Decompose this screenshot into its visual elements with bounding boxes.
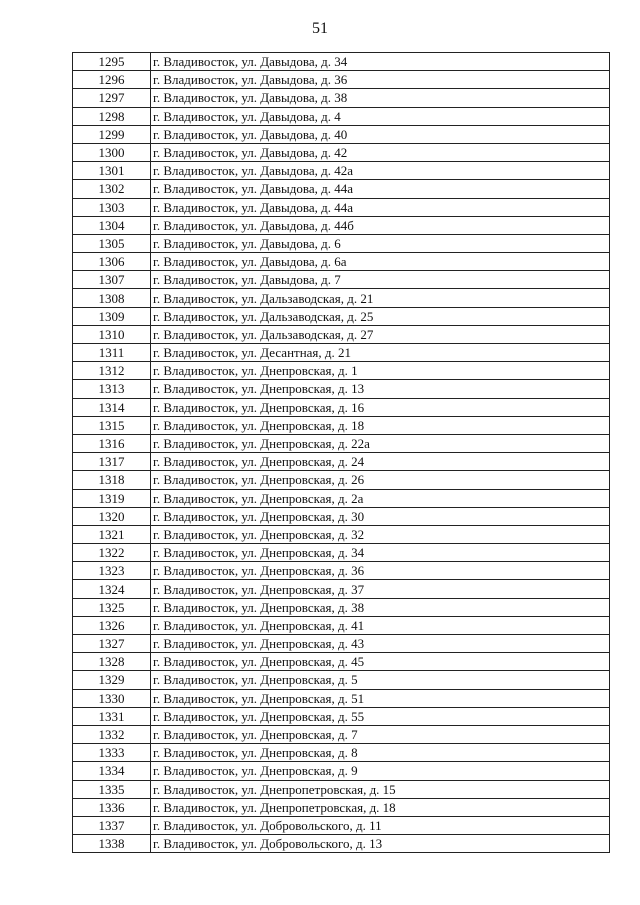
row-address: г. Владивосток, ул. Давыдова, д. 40 [151,125,610,143]
row-number: 1337 [73,816,151,834]
row-address: г. Владивосток, ул. Десантная, д. 21 [151,344,610,362]
table-row [73,598,610,616]
row-address: г. Владивосток, ул. Давыдова, д. 44а [151,198,610,216]
row-address: г. Владивосток, ул. Днепровская, д. 43 [151,635,610,653]
row-address: г. Владивосток, ул. Давыдова, д. 44а [151,180,610,198]
row-number: 1307 [73,271,151,289]
table-row [73,289,610,307]
table-row [73,434,610,452]
table-row [73,489,610,507]
table-row [73,53,610,71]
row-address: г. Владивосток, ул. Давыдова, д. 7 [151,271,610,289]
row-number: 1315 [73,416,151,434]
table-row [73,525,610,543]
row-address: г. Владивосток, ул. Дальзаводская, д. 27 [151,325,610,343]
table-row [73,744,610,762]
row-address: г. Владивосток, ул. Давыдова, д. 4 [151,107,610,125]
row-number: 1324 [73,580,151,598]
table-row [73,234,610,252]
row-number: 1338 [73,835,151,853]
row-number: 1297 [73,89,151,107]
table-row [73,725,610,743]
row-address: г. Владивосток, ул. Дальзаводская, д. 21 [151,289,610,307]
row-number: 1328 [73,653,151,671]
row-address: г. Владивосток, ул. Днепровская, д. 51 [151,689,610,707]
table-row [73,325,610,343]
table-row [73,180,610,198]
table-row [73,362,610,380]
row-address: г. Владивосток, ул. Днепровская, д. 7 [151,725,610,743]
row-address: г. Владивосток, ул. Днепровская, д. 16 [151,398,610,416]
row-address: г. Владивосток, ул. Днепровская, д. 24 [151,453,610,471]
row-number: 1318 [73,471,151,489]
row-address: г. Владивосток, ул. Днепровская, д. 18 [151,416,610,434]
row-address: г. Владивосток, ул. Давыдова, д. 6 [151,234,610,252]
row-number: 1322 [73,544,151,562]
table-row [73,307,610,325]
row-address: г. Владивосток, ул. Давыдова, д. 36 [151,71,610,89]
row-number: 1317 [73,453,151,471]
row-address: г. Владивосток, ул. Днепровская, д. 13 [151,380,610,398]
row-number: 1321 [73,525,151,543]
row-address: г. Владивосток, ул. Днепровская, д. 1 [151,362,610,380]
row-address: г. Владивосток, ул. Давыдова, д. 44б [151,216,610,234]
row-number: 1334 [73,762,151,780]
row-number: 1301 [73,162,151,180]
row-address: г. Владивосток, ул. Днепровская, д. 8 [151,744,610,762]
row-number: 1314 [73,398,151,416]
table-row [73,544,610,562]
row-address: г. Владивосток, ул. Днепровская, д. 9 [151,762,610,780]
row-address: г. Владивосток, ул. Днепровская, д. 30 [151,507,610,525]
table-row [73,835,610,853]
table-row [73,471,610,489]
row-address: г. Владивосток, ул. Днепровская, д. 26 [151,471,610,489]
page-number: 51 [312,20,328,37]
row-number: 1295 [73,53,151,71]
row-number: 1330 [73,689,151,707]
row-number: 1311 [73,344,151,362]
row-address: г. Владивосток, ул. Днепровская, д. 45 [151,653,610,671]
table-row [73,271,610,289]
row-number: 1329 [73,671,151,689]
table-row [73,143,610,161]
row-number: 1296 [73,71,151,89]
table-row [73,380,610,398]
table-row [73,780,610,798]
row-number: 1319 [73,489,151,507]
table-row [73,616,610,634]
row-number: 1302 [73,180,151,198]
row-number: 1306 [73,253,151,271]
row-number: 1310 [73,325,151,343]
table-row [73,162,610,180]
address-table [72,52,610,853]
row-address: г. Владивосток, ул. Днепровская, д. 32 [151,525,610,543]
address-table-body [73,53,610,853]
table-row [73,671,610,689]
row-number: 1331 [73,707,151,725]
table-row [73,107,610,125]
table-row [73,707,610,725]
row-number: 1333 [73,744,151,762]
row-address: г. Владивосток, ул. Днепропетровская, д. 15 [151,780,610,798]
row-address: г. Владивосток, ул. Днепровская, д. 22а [151,434,610,452]
row-address: г. Владивосток, ул. Днепровская, д. 5 [151,671,610,689]
row-address: г. Владивосток, ул. Днепровская, д. 2а [151,489,610,507]
row-number: 1298 [73,107,151,125]
row-address: г. Владивосток, ул. Днепровская, д. 34 [151,544,610,562]
table-row [73,398,610,416]
row-number: 1332 [73,725,151,743]
table-row [73,689,610,707]
table-row [73,762,610,780]
table-row [73,635,610,653]
table-row [73,507,610,525]
table-row [73,562,610,580]
row-address: г. Владивосток, ул. Давыдова, д. 34 [151,53,610,71]
table-row [73,416,610,434]
row-address: г. Владивосток, ул. Днепровская, д. 36 [151,562,610,580]
row-number: 1335 [73,780,151,798]
row-number: 1312 [73,362,151,380]
row-address: г. Владивосток, ул. Давыдова, д. 38 [151,89,610,107]
table-row [73,580,610,598]
row-number: 1299 [73,125,151,143]
table-row [73,798,610,816]
row-number: 1323 [73,562,151,580]
table-row [73,125,610,143]
row-address: г. Владивосток, ул. Добровольского, д. 11 [151,816,610,834]
row-address: г. Владивосток, ул. Днепровская, д. 37 [151,580,610,598]
row-address: г. Владивосток, ул. Давыдова, д. 42а [151,162,610,180]
row-address: г. Владивосток, ул. Днепропетровская, д. 18 [151,798,610,816]
table-row [73,344,610,362]
row-number: 1304 [73,216,151,234]
row-address: г. Владивосток, ул. Дальзаводская, д. 25 [151,307,610,325]
table-row [73,453,610,471]
row-number: 1308 [73,289,151,307]
row-number: 1300 [73,143,151,161]
table-row [73,71,610,89]
row-address: г. Владивосток, ул. Днепровская, д. 55 [151,707,610,725]
table-row [73,653,610,671]
row-address: г. Владивосток, ул. Давыдова, д. 42 [151,143,610,161]
row-address: г. Владивосток, ул. Добровольского, д. 13 [151,835,610,853]
row-number: 1303 [73,198,151,216]
table-row [73,216,610,234]
row-address: г. Владивосток, ул. Днепровская, д. 41 [151,616,610,634]
row-number: 1325 [73,598,151,616]
row-number: 1313 [73,380,151,398]
row-number: 1326 [73,616,151,634]
row-address: г. Владивосток, ул. Давыдова, д. 6а [151,253,610,271]
table-row [73,816,610,834]
row-number: 1305 [73,234,151,252]
row-number: 1316 [73,434,151,452]
row-number: 1336 [73,798,151,816]
table-row [73,198,610,216]
row-number: 1327 [73,635,151,653]
row-number: 1320 [73,507,151,525]
table-row [73,89,610,107]
row-number: 1309 [73,307,151,325]
row-address: г. Владивосток, ул. Днепровская, д. 38 [151,598,610,616]
table-row [73,253,610,271]
